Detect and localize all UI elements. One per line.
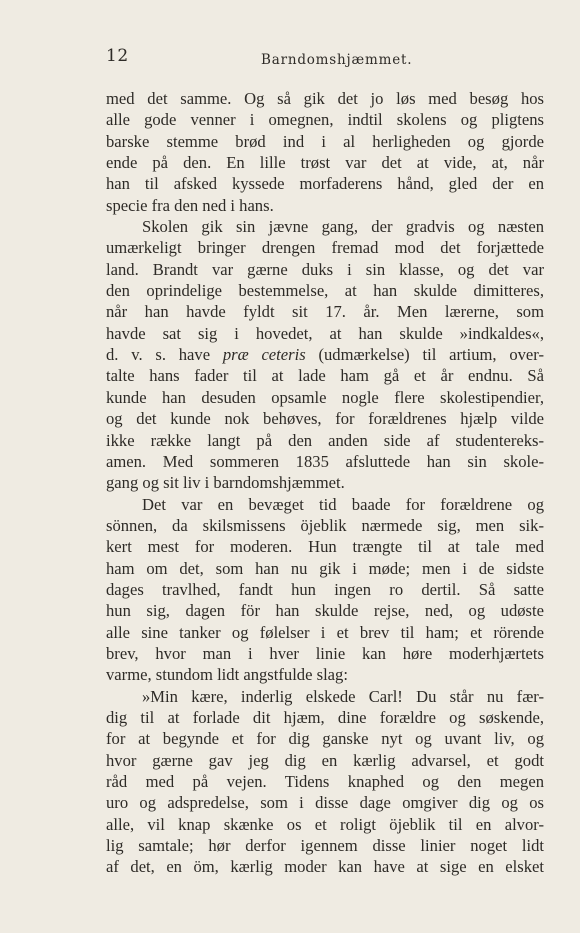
text-line: land. Brandt var gærne duks i sin klasse, og det var bbox=[106, 259, 544, 279]
text-line: Skolen gik sin jævne gang, der gradvis og næsten bbox=[142, 217, 544, 237]
text-line: når han havde fyldt sit 17. år. Men lærerne, som bbox=[106, 302, 544, 322]
text-line: med det samme. Og så gik det jo løs med besøg hos bbox=[106, 89, 544, 108]
text-line: uro og adspredelse, som i disse dage omgiver dig og os bbox=[106, 793, 544, 813]
text-line: han til afsked kyssede morfaderens hånd, gled der en bbox=[106, 174, 544, 194]
text-line: sönnen, da skilsmissens öjeblik nærmede sig, men sik- bbox=[106, 515, 544, 535]
text-line: lig samtale; hør derfor igennem disse linier noget lidt bbox=[106, 836, 544, 856]
text-line: og det kunde nok behøves, for forældrenes hjælp vilde bbox=[106, 409, 544, 429]
text-line: dig til at forlade dit hjæm, dine forældre og søskende, bbox=[106, 707, 544, 727]
text-line: brev, hvor man i hver linie kan høre moderhjærtets bbox=[106, 643, 544, 663]
paragraph bbox=[106, 88, 544, 216]
text-line: »Min kære, inderlig elskede Carl! Du står nu fær- bbox=[142, 686, 544, 706]
text-line: alle gode venner i omegnen, indtil skolens og pligtens bbox=[106, 110, 544, 130]
text-line: hvor gærne gav jeg dig en kærlig advarsel, et godt bbox=[106, 750, 544, 770]
text-line: dages travlhed, fandt hun ingen ro dertil. Så satte bbox=[106, 579, 544, 599]
paragraph bbox=[106, 686, 544, 878]
text-line: af det, en öm, kærlig moder kan have at sige en elsket bbox=[106, 857, 544, 877]
text-line: alle, vil knap skænke os et roligt öjeblik til en alvor- bbox=[106, 814, 544, 834]
text-line: havde sat sig i hovedet, at han skulde »indkaldes«, bbox=[106, 323, 544, 343]
text-line: amen. Med sommeren 1835 afsluttede han sin skole- bbox=[106, 451, 544, 471]
italic-phrase: præ ceteris bbox=[222, 345, 306, 365]
paragraph bbox=[106, 494, 544, 686]
body-text bbox=[106, 88, 544, 878]
text-line: gang og sit liv i barndomshjæmmet. bbox=[106, 473, 345, 493]
text-line: kunde han desuden opsamle nogle flere skolestipendier, bbox=[106, 387, 544, 407]
text-line: Det var en bevæget tid baade for forældrene og bbox=[142, 494, 544, 514]
text-line: specie fra den ned i hans. bbox=[106, 195, 274, 215]
text-line: for at begynde et for dig ganske nyt og uvant liv, og bbox=[106, 729, 544, 749]
text-line: d. v. s. have præ ceteris (udmærkelse) til artium, over- bbox=[106, 345, 545, 365]
text-line: alle sine tanker og følelser i et brev til ham; et rörende bbox=[106, 622, 544, 642]
text-line: varme, stundom lidt angstfulde slag: bbox=[106, 665, 348, 685]
text-line: råd med på vejen. Tidens knaphed og den megen bbox=[106, 772, 544, 791]
text-line: ham om det, som han nu gik i møde; men i de sidste bbox=[106, 558, 544, 578]
text-line: hun sig, dagen för han skulde rejse, ned, og udøste bbox=[106, 601, 544, 621]
text-line: talte hans fader til at lade ham gå et år endnu. Så bbox=[106, 366, 544, 386]
page-header bbox=[106, 46, 546, 70]
text-line: den oprindelige bestemmelse, at han skulde dimitteres, bbox=[106, 281, 544, 301]
running-title: Barndomshjæmmet. bbox=[261, 52, 413, 68]
text-line: ende på den. En lille trøst var det at vide, at, når bbox=[106, 153, 544, 173]
page-number: 12 bbox=[106, 46, 129, 66]
text-line: kert mest for moderen. Hun trængte til at tale med bbox=[106, 537, 544, 557]
text-line: barske stemme brød ind i al herligheden og gjorde bbox=[106, 131, 544, 151]
text-line: ikke række langt på den anden side af studentereks- bbox=[106, 430, 544, 450]
paragraph bbox=[106, 216, 544, 493]
text-line: umærkeligt bringer drengen fremad mod det forjættede bbox=[106, 238, 544, 258]
